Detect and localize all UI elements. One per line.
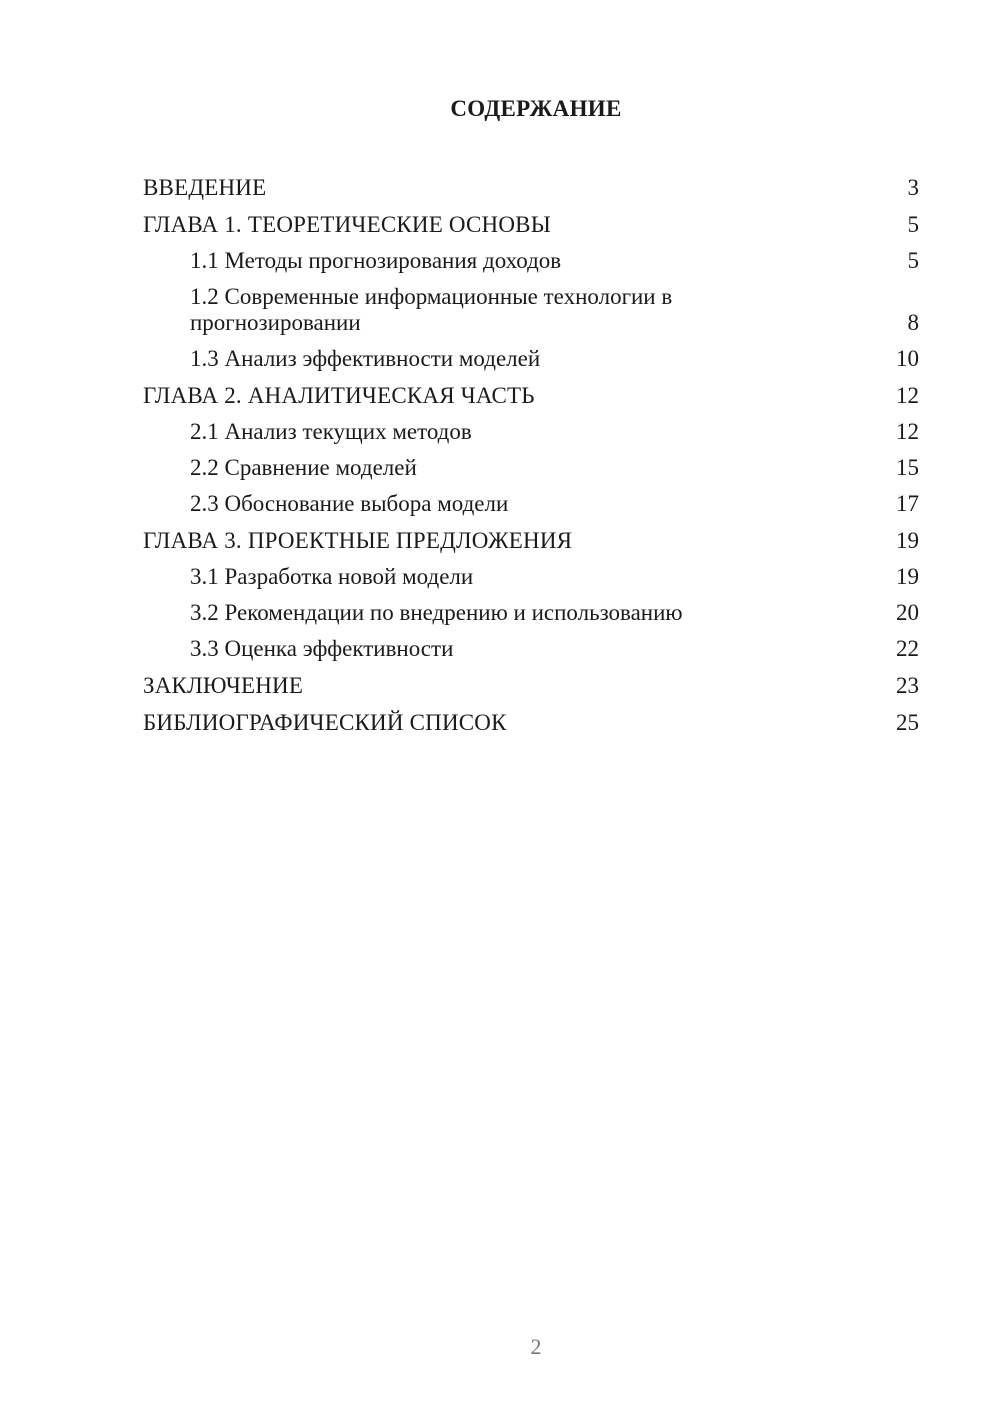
toc-entry-section-1-3[interactable] bbox=[143, 341, 919, 377]
toc-entry-chapter-1[interactable] bbox=[143, 206, 919, 243]
toc-entry-label: ГЛАВА 3. ПРОЕКТНЫЕ ПРЕДЛОЖЕНИЯ bbox=[143, 528, 573, 553]
toc-entry-label: 1.3 Анализ эффективности моделей bbox=[190, 346, 541, 371]
toc-entry-page: 22 bbox=[896, 636, 919, 661]
toc-entry-page: 5 bbox=[907, 248, 919, 273]
toc-entry-section-2-3[interactable] bbox=[143, 486, 919, 522]
toc-entry-label-line-2: прогнозировании bbox=[190, 310, 361, 335]
toc-entry-conclusion[interactable] bbox=[143, 667, 919, 704]
toc-entry-chapter-3[interactable] bbox=[143, 522, 919, 559]
toc-entry-section-1-1[interactable] bbox=[143, 243, 919, 279]
toc-entry-section-3-1[interactable] bbox=[143, 559, 919, 595]
toc-entry-bibliography[interactable] bbox=[143, 704, 919, 741]
toc-entry-label: 3.1 Разработка новой модели bbox=[190, 564, 474, 589]
toc-entry-chapter-2[interactable] bbox=[143, 377, 919, 414]
toc-entry-section-2-2[interactable] bbox=[143, 450, 919, 486]
toc-entry-page: 19 bbox=[896, 528, 919, 553]
toc-entry-label: ГЛАВА 1. ТЕОРЕТИЧЕСКИЕ ОСНОВЫ bbox=[143, 212, 551, 237]
toc-entry-page: 20 bbox=[896, 600, 919, 625]
toc-entry-page: 15 bbox=[896, 455, 919, 480]
toc-entry-label bbox=[190, 284, 908, 336]
toc-entry-label: ГЛАВА 2. АНАЛИТИЧЕСКАЯ ЧАСТЬ bbox=[143, 383, 535, 408]
toc-entry-label: 3.3 Оценка эффективности bbox=[190, 636, 454, 661]
toc-entry-label: БИБЛИОГРАФИЧЕСКИЙ СПИСОК bbox=[143, 710, 507, 735]
toc-entry-page: 8 bbox=[907, 310, 919, 335]
toc-entry-label: 1.1 Методы прогнозирования доходов bbox=[190, 248, 562, 273]
toc-entry-section-1-2[interactable] bbox=[143, 279, 919, 341]
toc-entry-page: 5 bbox=[907, 212, 919, 237]
toc-entry-page: 17 bbox=[896, 491, 919, 516]
toc-entry-page: 25 bbox=[896, 710, 919, 735]
toc-entry-page: 3 bbox=[907, 175, 919, 200]
toc-entry-section-3-2[interactable] bbox=[143, 595, 919, 631]
toc-entry-page: 12 bbox=[896, 383, 919, 408]
toc-entry-label: ВВЕДЕНИЕ bbox=[143, 175, 267, 200]
toc-heading: СОДЕРЖАНИЕ bbox=[450, 96, 622, 121]
toc-entry-section-3-3[interactable] bbox=[143, 631, 919, 667]
toc-entry-label: 2.2 Сравнение моделей bbox=[190, 455, 417, 480]
toc-entry-label-line-1: 1.2 Современные информационные технологии в bbox=[190, 284, 673, 309]
toc-entry-label: 3.2 Рекомендации по внедрению и использованию bbox=[190, 600, 683, 625]
toc-entry-label: 2.3 Обоснование выбора модели bbox=[190, 491, 509, 516]
toc-entry-page: 23 bbox=[896, 673, 919, 698]
toc-entry-section-2-1[interactable] bbox=[143, 414, 919, 450]
page-number: 2 bbox=[530, 1334, 542, 1359]
toc-entry-page: 10 bbox=[896, 346, 919, 371]
table-of-contents bbox=[143, 169, 919, 741]
toc-entry-label: 2.1 Анализ текущих методов bbox=[190, 419, 472, 444]
toc-entry-label: ЗАКЛЮЧЕНИЕ bbox=[143, 673, 304, 698]
toc-entry-page: 19 bbox=[896, 564, 919, 589]
toc-entry-introduction[interactable] bbox=[143, 169, 919, 206]
toc-entry-page: 12 bbox=[896, 419, 919, 444]
